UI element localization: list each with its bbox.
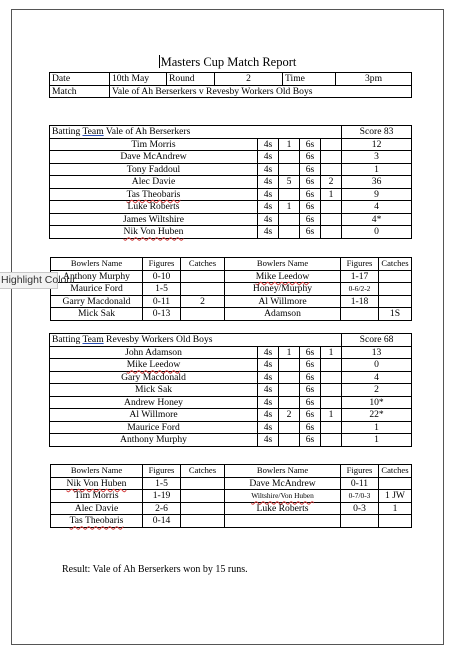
batsman-name: Andrew Honey — [50, 396, 258, 409]
batting-header-team-word: Team — [82, 126, 104, 138]
bowling-row — [51, 477, 412, 490]
runs: 0 — [342, 359, 412, 372]
runs: 22* — [342, 409, 412, 422]
batsman-name: Tony Faddoul — [50, 163, 258, 176]
bowler-catches — [181, 502, 225, 515]
batting-row — [50, 384, 412, 397]
runs: 1 — [342, 421, 412, 434]
bowler-figures-right: 1-17 — [341, 270, 379, 283]
bowler-name-right: Dave McAndrew — [225, 477, 341, 490]
match-label: Match — [50, 85, 110, 98]
score-1: Score 83 — [342, 126, 412, 139]
bowling-row — [51, 490, 412, 503]
batsman-name: Tim Morris — [50, 138, 258, 151]
fours-count — [279, 434, 300, 447]
batting-row — [50, 371, 412, 384]
catches-header: Catches — [181, 258, 225, 271]
bowler-catches-right — [379, 295, 412, 308]
bowler-name: Maurice Ford — [51, 283, 143, 296]
batting-row — [50, 409, 412, 422]
sixes-count — [321, 226, 342, 239]
figures-header: Figures — [143, 465, 181, 478]
sixes-count — [321, 421, 342, 434]
bowling-table-2 — [50, 464, 412, 528]
bowler-figures-right: 0-6/2-2 — [341, 283, 379, 296]
batsman-name: John Adamson — [50, 346, 258, 359]
batting-row — [50, 201, 412, 214]
figures-header: Figures — [143, 258, 181, 271]
fours-label: 4s — [258, 226, 279, 239]
fours-label: 4s — [258, 396, 279, 409]
fours-count — [279, 396, 300, 409]
batsman-name: Mick Sak — [50, 384, 258, 397]
batting-header-team: Revesby Workers Old Boys — [103, 334, 213, 346]
runs: 0 — [342, 226, 412, 239]
bowling-row — [51, 308, 412, 321]
batting-row — [50, 138, 412, 151]
batting-header-team-word: Team — [82, 334, 104, 346]
bowler-figures-right: 0-3 — [341, 502, 379, 515]
sixes-count — [321, 138, 342, 151]
bowler-name: Alec Davie — [51, 502, 143, 515]
bowler-name: Tim Morris — [51, 490, 143, 503]
sixes-count — [321, 434, 342, 447]
sixes-label: 6s — [300, 201, 321, 214]
fours-count — [279, 226, 300, 239]
runs: 13 — [342, 346, 412, 359]
report-title — [12, 55, 443, 70]
batting-row — [50, 346, 412, 359]
fours-count: 1 — [279, 138, 300, 151]
batsman-name: Dave McAndrew — [50, 151, 258, 164]
bowler-name-right: Adamson — [225, 308, 341, 321]
bowler-catches — [181, 515, 225, 528]
batsman-name: Mike Leedow — [50, 359, 258, 372]
sixes-label: 6s — [300, 346, 321, 359]
batsman-name: Alec Davie — [50, 176, 258, 189]
sixes-label: 6s — [300, 434, 321, 447]
catches-header-right: Catches — [379, 258, 412, 271]
sixes-label: 6s — [300, 409, 321, 422]
sixes-count: 1 — [321, 409, 342, 422]
bowling-row — [51, 283, 412, 296]
fours-label: 4s — [258, 176, 279, 189]
bowler-catches — [181, 490, 225, 503]
bowler-figures: 0-13 — [143, 308, 181, 321]
fours-label: 4s — [258, 163, 279, 176]
bowler-figures: 0-10 — [143, 270, 181, 283]
batting-table-2 — [49, 333, 412, 447]
fours-label: 4s — [258, 384, 279, 397]
score-2: Score 68 — [342, 334, 412, 347]
bowler-figures: 0-11 — [143, 295, 181, 308]
sixes-count — [321, 384, 342, 397]
bowler-name-right: Wiltshire/Von Huben — [225, 490, 341, 503]
bowler-name: Nik Von Huben — [51, 477, 143, 490]
document-page — [11, 9, 444, 645]
bowler-figures: 1-5 — [143, 477, 181, 490]
sixes-label: 6s — [300, 213, 321, 226]
batsman-name: Nik Von Huben — [50, 226, 258, 239]
bowler-name-right — [225, 515, 341, 528]
batting-row — [50, 226, 412, 239]
bowler-figures-right — [341, 515, 379, 528]
bowler-catches-right — [379, 283, 412, 296]
bowler-figures-right: 1-18 — [341, 295, 379, 308]
batsman-name: Maurice Ford — [50, 421, 258, 434]
sixes-label: 6s — [300, 176, 321, 189]
fours-label: 4s — [258, 138, 279, 151]
batting-row — [50, 421, 412, 434]
bowler-catches — [181, 308, 225, 321]
batting-row — [50, 163, 412, 176]
batsman-name: Al Willmore — [50, 409, 258, 422]
fours-count — [279, 359, 300, 372]
fours-label: 4s — [258, 188, 279, 201]
sixes-label: 6s — [300, 421, 321, 434]
sixes-count — [321, 371, 342, 384]
fours-label: 4s — [258, 213, 279, 226]
fours-label: 4s — [258, 151, 279, 164]
bowler-name: Anthony Murphy — [51, 270, 143, 283]
batting-row — [50, 434, 412, 447]
runs: 3 — [342, 151, 412, 164]
runs: 1 — [342, 163, 412, 176]
fours-count — [279, 213, 300, 226]
sixes-label: 6s — [300, 359, 321, 372]
fours-label: 4s — [258, 421, 279, 434]
bowler-catches: 2 — [181, 295, 225, 308]
sixes-count — [321, 213, 342, 226]
runs: 36 — [342, 176, 412, 189]
report-title-text: Masters Cup Match Report — [160, 55, 297, 69]
bowler-figures-right: 0-7/0-3 — [341, 490, 379, 503]
highlight-colour-tooltip: Highlight Colour — [0, 272, 58, 289]
bowler-figures: 1-19 — [143, 490, 181, 503]
sixes-label: 6s — [300, 151, 321, 164]
fours-label: 4s — [258, 201, 279, 214]
bowling-row — [51, 270, 412, 283]
date-value: 10th May — [110, 73, 167, 86]
bowlers-name-header: Bowlers Name — [51, 258, 143, 271]
sixes-label: 6s — [300, 384, 321, 397]
bowling-row — [51, 502, 412, 515]
batting-row — [50, 188, 412, 201]
bowler-catches-right: 1S — [379, 308, 412, 321]
match-info-table — [49, 72, 412, 98]
fours-label: 4s — [258, 371, 279, 384]
bowling-table-1 — [50, 257, 412, 321]
sixes-count: 1 — [321, 346, 342, 359]
time-label: Time — [283, 73, 336, 86]
runs: 4 — [342, 371, 412, 384]
batsman-name: Anthony Murphy — [50, 434, 258, 447]
batting-table-1 — [49, 125, 412, 239]
bowler-name: Tas Theobaris — [51, 515, 143, 528]
catches-header: Catches — [181, 465, 225, 478]
sixes-count — [321, 359, 342, 372]
figures-header-right: Figures — [341, 258, 379, 271]
batting-header-2 — [50, 334, 342, 347]
bowler-name-right: Honey/Murphy — [225, 283, 341, 296]
bowler-figures-right — [341, 308, 379, 321]
runs: 4 — [342, 201, 412, 214]
batting-row — [50, 213, 412, 226]
bowler-name: Mick Sak — [51, 308, 143, 321]
time-value: 3pm — [336, 73, 412, 86]
fours-count: 2 — [279, 409, 300, 422]
sixes-label: 6s — [300, 226, 321, 239]
bowler-figures-right: 0-11 — [341, 477, 379, 490]
bowler-catches-right — [379, 270, 412, 283]
batting-header-1 — [50, 126, 342, 139]
batting-header-prefix: Batting — [52, 334, 83, 346]
match-value: Vale of Ah Berserkers v Revesby Workers Old Boys — [110, 85, 412, 98]
bowling-row — [51, 295, 412, 308]
batting-header-prefix: Batting — [52, 126, 83, 138]
batting-row — [50, 176, 412, 189]
fours-label: 4s — [258, 434, 279, 447]
sixes-label: 6s — [300, 188, 321, 201]
bowler-name-right: Mike Leedow — [225, 270, 341, 283]
bowler-catches — [181, 270, 225, 283]
bowlers-name-header-right: Bowlers Name — [225, 258, 341, 271]
batsman-name: Luke Roberts — [50, 201, 258, 214]
bowling-row — [51, 515, 412, 528]
round-value: 2 — [215, 73, 283, 86]
runs: 10* — [342, 396, 412, 409]
bowler-name-right: Al Willmore — [225, 295, 341, 308]
sixes-label: 6s — [300, 138, 321, 151]
batsman-name: Gary Macdonald — [50, 371, 258, 384]
fours-count — [279, 421, 300, 434]
batsman-name: James Wiltshire — [50, 213, 258, 226]
catches-header-right: Catches — [379, 465, 412, 478]
figures-header-right: Figures — [341, 465, 379, 478]
batsman-name: Tas Theobaris — [50, 188, 258, 201]
runs: 4* — [342, 213, 412, 226]
runs: 2 — [342, 384, 412, 397]
bowlers-name-header-right: Bowlers Name — [225, 465, 341, 478]
sixes-count — [321, 396, 342, 409]
batting-row — [50, 151, 412, 164]
sixes-count — [321, 163, 342, 176]
fours-count — [279, 188, 300, 201]
batting-row — [50, 396, 412, 409]
fours-count: 1 — [279, 346, 300, 359]
sixes-count: 1 — [321, 188, 342, 201]
match-result: Result: Vale of Ah Berserkers won by 15 runs. — [62, 564, 248, 575]
fours-count — [279, 384, 300, 397]
runs: 9 — [342, 188, 412, 201]
runs: 12 — [342, 138, 412, 151]
runs: 1 — [342, 434, 412, 447]
bowler-name-right: Luke Roberts — [225, 502, 341, 515]
bowler-catches-right: 1 — [379, 502, 412, 515]
bowler-catches-right — [379, 515, 412, 528]
bowler-catches-right — [379, 477, 412, 490]
date-label: Date — [50, 73, 110, 86]
sixes-label: 6s — [300, 396, 321, 409]
fours-label: 4s — [258, 409, 279, 422]
bowler-catches-right: 1 JW — [379, 490, 412, 503]
bowlers-name-header: Bowlers Name — [51, 465, 143, 478]
fours-label: 4s — [258, 346, 279, 359]
bowler-catches — [181, 477, 225, 490]
bowler-figures: 0-14 — [143, 515, 181, 528]
bowler-name: Garry Macdonald — [51, 295, 143, 308]
fours-count: 5 — [279, 176, 300, 189]
sixes-count — [321, 201, 342, 214]
bowler-catches — [181, 283, 225, 296]
bowler-figures: 1-5 — [143, 283, 181, 296]
batting-row — [50, 359, 412, 372]
round-label: Round — [167, 73, 215, 86]
sixes-label: 6s — [300, 371, 321, 384]
fours-count — [279, 151, 300, 164]
fours-label: 4s — [258, 359, 279, 372]
fours-count — [279, 163, 300, 176]
fours-count: 1 — [279, 201, 300, 214]
batting-header-team: Vale of Ah Berserkers — [103, 126, 191, 138]
bowler-figures: 2-6 — [143, 502, 181, 515]
sixes-count: 2 — [321, 176, 342, 189]
fours-count — [279, 371, 300, 384]
text-cursor — [159, 55, 160, 68]
sixes-label: 6s — [300, 163, 321, 176]
sixes-count — [321, 151, 342, 164]
